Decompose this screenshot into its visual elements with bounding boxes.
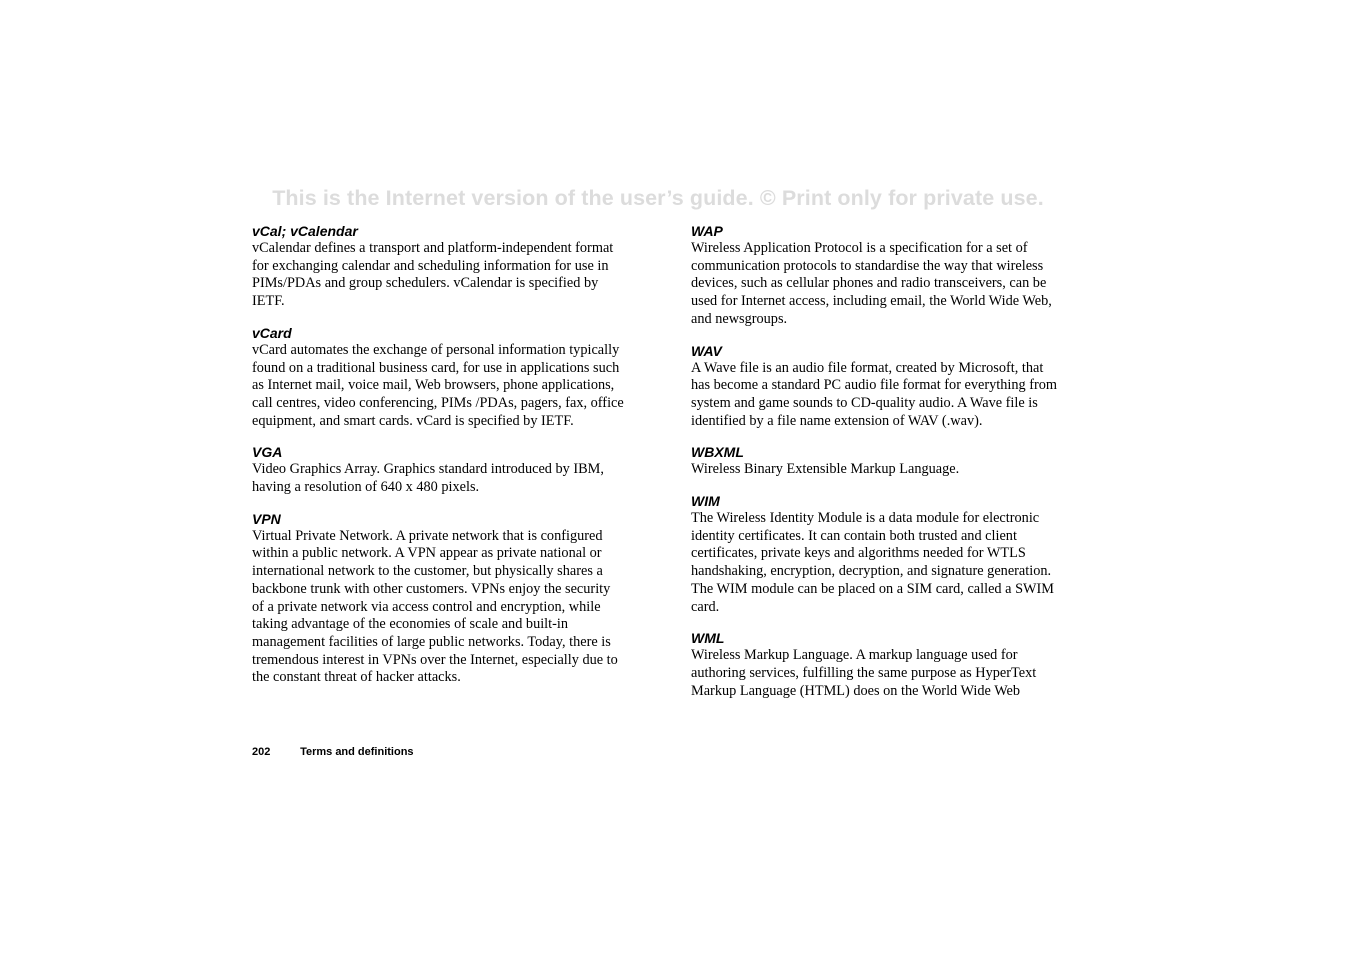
left-column bbox=[252, 222, 624, 700]
glossary-term: WML bbox=[691, 630, 725, 647]
glossary-entry bbox=[252, 324, 624, 431]
glossary-definition: vCard automates the exchange of personal information typically found on a traditional business card, for use in applications such as Internet mail, voice mail, Web browsers, phone applications, call centres, video conferencing, PIMs /PDAs, pagers, fax, office equipment, and smart cards. vCard is specified by IETF. bbox=[252, 341, 624, 429]
glossary-term: VGA bbox=[252, 444, 283, 461]
glossary-entry bbox=[691, 342, 1063, 431]
glossary-term: WAV bbox=[691, 342, 722, 359]
right-column bbox=[691, 222, 1063, 713]
glossary-definition: Wireless Markup Language. A markup language used for authoring services, fulfilling the same purpose as HyperText Markup Language (HTML) does on the World Wide Web bbox=[691, 647, 1037, 699]
glossary-entry bbox=[252, 443, 624, 496]
glossary-definition: Virtual Private Network. A private network that is configured within a public network. A VPN appear as private national or international network to the customer, but physically shares a backbone trunk with other customers. VPNs enjoy the security of a private network via access control and encryption, while taking advantage of the economies of scale and built-in management facilities of large public networks. Today, there is tremendous interest in VPNs over the Internet, especially due to the constant threat of hacker attacks. bbox=[252, 527, 618, 686]
page-footer bbox=[252, 746, 414, 758]
glossary-term: WIM bbox=[691, 493, 720, 510]
glossary-entry bbox=[691, 492, 1063, 616]
glossary-definition: The Wireless Identity Module is a data module for electronic identity certificates. It can contain both trusted and client certificates, private keys and algorithms needed for WTLS handshaking, encryption, decryption, and signature generation. The WIM module can be placed on a SIM card, called a SWIM card. bbox=[691, 510, 1054, 615]
glossary-term: vCard bbox=[252, 324, 292, 341]
glossary-entry bbox=[691, 629, 1063, 700]
glossary-term: VPN bbox=[252, 510, 281, 527]
glossary-entry bbox=[691, 443, 1063, 479]
glossary-entry bbox=[691, 222, 1063, 329]
glossary-entry bbox=[252, 510, 624, 687]
glossary-term: vCal; vCalendar bbox=[252, 223, 358, 239]
glossary-definition: Video Graphics Array. Graphics standard introduced by IBM, having a resolution of 640 x 480 pixels. bbox=[252, 461, 604, 496]
glossary-definition: A Wave file is an audio file format, created by Microsoft, that has become a standard PC audio file format for everything from system and game sounds to CD-quality audio. A Wave file is identified by a file name extension of WAV (.wav). bbox=[691, 359, 1058, 429]
glossary-term: WAP bbox=[691, 223, 723, 239]
glossary-definition: Wireless Binary Extensible Markup Language. bbox=[691, 461, 960, 478]
glossary-definition: Wireless Application Protocol is a specification for a set of communication protocols to standardise the way that wireless devices, such as cellular phones and radio transceivers, can be used for Internet access, including email, the World Wide Web, and newsgroups. bbox=[691, 240, 1052, 327]
watermark-text: This is the Internet version of the user’s guide. © Print only for private use. bbox=[272, 186, 1044, 210]
page-number: 202 bbox=[252, 746, 271, 758]
section-title: Terms and definitions bbox=[300, 746, 414, 758]
glossary-term: WBXML bbox=[691, 444, 744, 461]
glossary-entry bbox=[252, 222, 624, 311]
glossary-definition: vCalendar defines a transport and platform-independent format for exchanging calendar and scheduling information for use in PIMs/PDAs and group schedulers. vCalendar is specified by IETF. bbox=[252, 240, 614, 310]
